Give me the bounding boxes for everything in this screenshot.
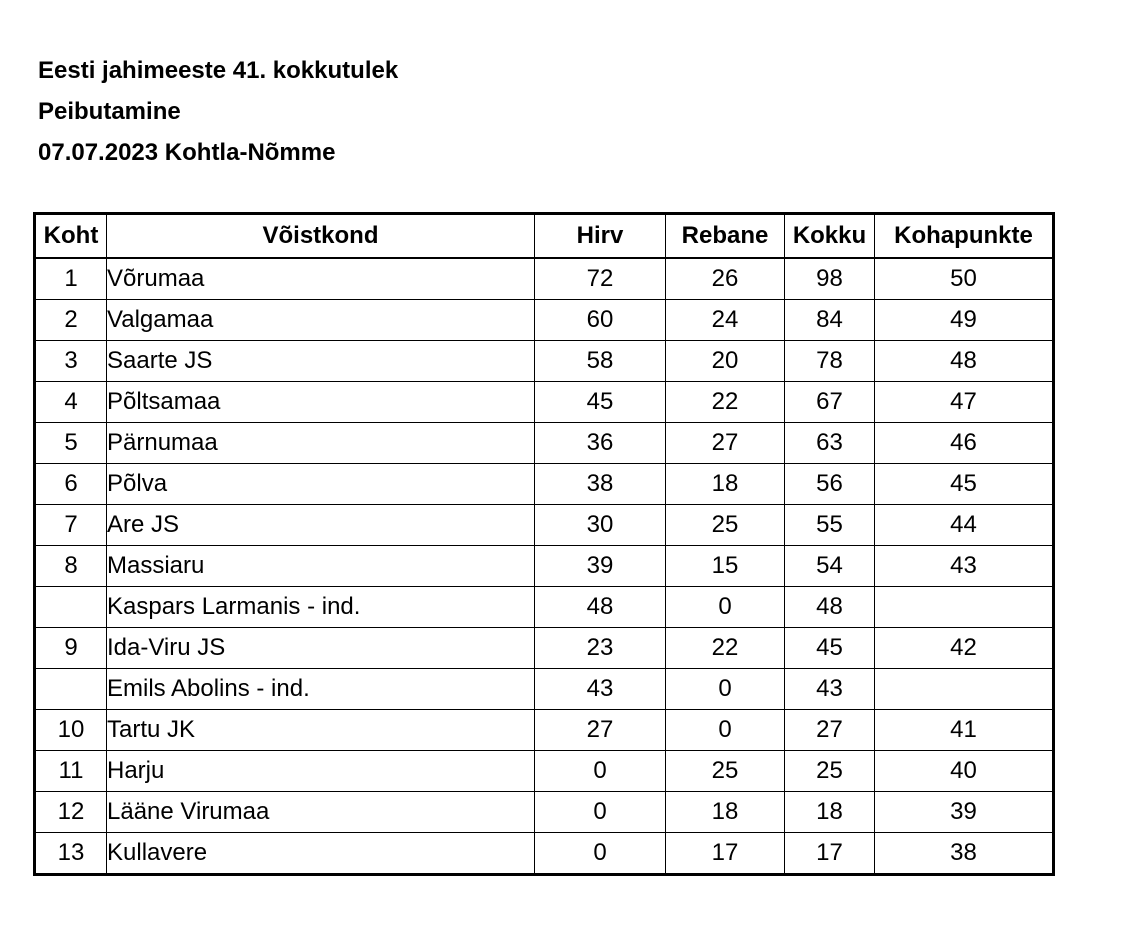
table-row (35, 628, 1054, 669)
table-row (35, 833, 1054, 875)
cell-voistkond: Tartu JK (107, 710, 535, 751)
cell-kokku: 45 (785, 628, 875, 669)
table-row (35, 751, 1054, 792)
event-title: Eesti jahimeeste 41. kokkutulek (38, 57, 399, 84)
column-header-voistkond: Võistkond (107, 214, 535, 259)
table-row (35, 587, 1054, 628)
cell-rebane: 15 (666, 546, 785, 587)
cell-rebane: 0 (666, 669, 785, 710)
cell-rebane: 17 (666, 833, 785, 875)
cell-hirv: 36 (535, 423, 666, 464)
table-row (35, 710, 1054, 751)
cell-hirv: 60 (535, 300, 666, 341)
cell-kohapunkte: 41 (875, 710, 1054, 751)
cell-kokku: 63 (785, 423, 875, 464)
cell-koht: 1 (35, 258, 107, 300)
cell-voistkond: Põlva (107, 464, 535, 505)
cell-koht: 7 (35, 505, 107, 546)
cell-kohapunkte: 48 (875, 341, 1054, 382)
column-header-kohapunkte: Kohapunkte (875, 214, 1054, 259)
cell-hirv: 45 (535, 382, 666, 423)
cell-hirv: 0 (535, 833, 666, 875)
table-row (35, 792, 1054, 833)
cell-kokku: 55 (785, 505, 875, 546)
column-header-koht: Koht (35, 214, 107, 259)
cell-hirv: 72 (535, 258, 666, 300)
cell-kokku: 18 (785, 792, 875, 833)
cell-voistkond: Põltsamaa (107, 382, 535, 423)
cell-rebane: 0 (666, 710, 785, 751)
table-row (35, 382, 1054, 423)
cell-rebane: 20 (666, 341, 785, 382)
cell-kokku: 43 (785, 669, 875, 710)
cell-kokku: 27 (785, 710, 875, 751)
cell-rebane: 25 (666, 751, 785, 792)
cell-voistkond: Massiaru (107, 546, 535, 587)
cell-kohapunkte: 44 (875, 505, 1054, 546)
cell-kohapunkte: 45 (875, 464, 1054, 505)
cell-koht: 12 (35, 792, 107, 833)
competition-title: Peibutamine (38, 98, 181, 125)
cell-rebane: 18 (666, 792, 785, 833)
cell-rebane: 24 (666, 300, 785, 341)
cell-kohapunkte: 49 (875, 300, 1054, 341)
cell-hirv: 27 (535, 710, 666, 751)
cell-hirv: 30 (535, 505, 666, 546)
table-row (35, 669, 1054, 710)
cell-kokku: 84 (785, 300, 875, 341)
cell-rebane: 0 (666, 587, 785, 628)
cell-kohapunkte: 38 (875, 833, 1054, 875)
cell-voistkond: Are JS (107, 505, 535, 546)
cell-kohapunkte: 43 (875, 546, 1054, 587)
table-row (35, 300, 1054, 341)
cell-hirv: 39 (535, 546, 666, 587)
date-location: 07.07.2023 Kohtla-Nõmme (38, 139, 336, 166)
cell-hirv: 38 (535, 464, 666, 505)
cell-hirv: 58 (535, 341, 666, 382)
cell-hirv: 43 (535, 669, 666, 710)
cell-koht: 8 (35, 546, 107, 587)
cell-koht: 5 (35, 423, 107, 464)
cell-hirv: 48 (535, 587, 666, 628)
cell-voistkond: Ida-Viru JS (107, 628, 535, 669)
results-body (35, 258, 1054, 875)
cell-koht: 4 (35, 382, 107, 423)
column-header-kokku: Kokku (785, 214, 875, 259)
cell-kokku: 54 (785, 546, 875, 587)
table-row (35, 505, 1054, 546)
cell-kokku: 25 (785, 751, 875, 792)
cell-kokku: 17 (785, 833, 875, 875)
cell-rebane: 27 (666, 423, 785, 464)
results-table (33, 212, 1055, 876)
cell-voistkond: Kullavere (107, 833, 535, 875)
cell-kohapunkte (875, 669, 1054, 710)
cell-voistkond: Pärnumaa (107, 423, 535, 464)
cell-kokku: 78 (785, 341, 875, 382)
cell-voistkond: Valgamaa (107, 300, 535, 341)
cell-koht: 6 (35, 464, 107, 505)
cell-voistkond: Emils Abolins - ind. (107, 669, 535, 710)
cell-kokku: 48 (785, 587, 875, 628)
cell-kohapunkte: 42 (875, 628, 1054, 669)
cell-hirv: 0 (535, 751, 666, 792)
cell-hirv: 0 (535, 792, 666, 833)
cell-kokku: 98 (785, 258, 875, 300)
cell-rebane: 18 (666, 464, 785, 505)
cell-rebane: 26 (666, 258, 785, 300)
table-row (35, 546, 1054, 587)
cell-voistkond: Lääne Virumaa (107, 792, 535, 833)
cell-rebane: 22 (666, 382, 785, 423)
cell-koht: 13 (35, 833, 107, 875)
cell-kohapunkte (875, 587, 1054, 628)
cell-kokku: 67 (785, 382, 875, 423)
cell-koht: 2 (35, 300, 107, 341)
cell-koht: 11 (35, 751, 107, 792)
cell-rebane: 22 (666, 628, 785, 669)
cell-hirv: 23 (535, 628, 666, 669)
cell-voistkond: Võrumaa (107, 258, 535, 300)
table-row (35, 423, 1054, 464)
cell-kohapunkte: 39 (875, 792, 1054, 833)
cell-kohapunkte: 47 (875, 382, 1054, 423)
cell-voistkond: Kaspars Larmanis - ind. (107, 587, 535, 628)
table-row (35, 258, 1054, 300)
document-header (38, 50, 398, 173)
cell-rebane: 25 (666, 505, 785, 546)
column-header-rebane: Rebane (666, 214, 785, 259)
cell-koht (35, 587, 107, 628)
cell-kohapunkte: 50 (875, 258, 1054, 300)
cell-voistkond: Harju (107, 751, 535, 792)
column-header-hirv: Hirv (535, 214, 666, 259)
table-row (35, 464, 1054, 505)
table-header-row (35, 214, 1054, 259)
cell-koht: 3 (35, 341, 107, 382)
cell-kohapunkte: 40 (875, 751, 1054, 792)
cell-kohapunkte: 46 (875, 423, 1054, 464)
cell-koht: 9 (35, 628, 107, 669)
table-row (35, 341, 1054, 382)
cell-voistkond: Saarte JS (107, 341, 535, 382)
cell-koht (35, 669, 107, 710)
cell-kokku: 56 (785, 464, 875, 505)
cell-koht: 10 (35, 710, 107, 751)
